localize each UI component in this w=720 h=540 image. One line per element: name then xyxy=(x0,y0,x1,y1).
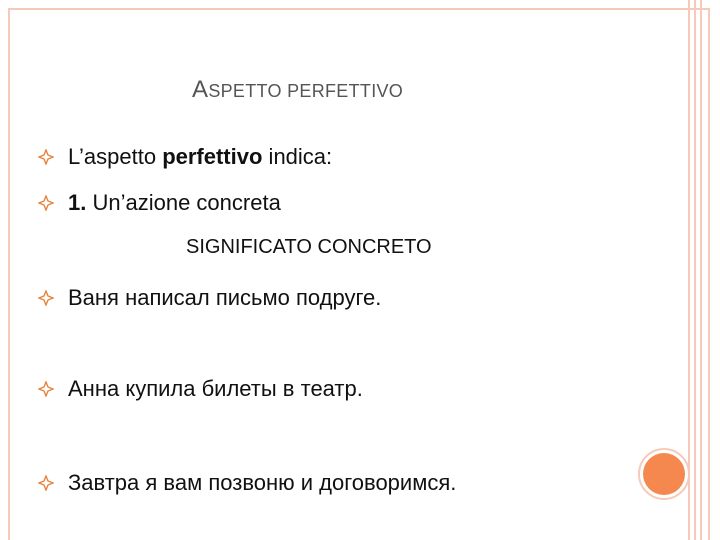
example-item xyxy=(36,285,381,311)
example-item xyxy=(36,470,456,496)
bullet-text xyxy=(68,190,281,216)
diamond-star-icon xyxy=(36,288,56,308)
slide-title xyxy=(192,76,403,104)
diamond-star-icon xyxy=(36,379,56,399)
bullet-text xyxy=(68,144,332,170)
example-text: Ваня написал письмо подруге. xyxy=(68,285,382,310)
bullet-text-bold: 1. xyxy=(68,190,87,215)
subheading: SIGNIFICATO CONCRETO xyxy=(186,236,432,258)
bullet-text-post: Un’azione concreta xyxy=(86,190,281,215)
title-rest: SPETTO PERFETTIVO xyxy=(208,81,404,101)
decorative-circle xyxy=(643,453,685,495)
frame-line xyxy=(688,0,690,540)
bullet-text-pre: L’aspetto xyxy=(68,144,163,169)
diamond-star-icon xyxy=(36,473,56,493)
diamond-star-icon xyxy=(36,193,56,213)
title-first-letter: A xyxy=(192,76,209,103)
example-text: Анна купила билеты в театр. xyxy=(68,376,363,401)
bullet-text-bold: perfettivo xyxy=(162,144,263,169)
bullet-text-post: indica: xyxy=(262,144,333,169)
bullet-item xyxy=(36,190,281,216)
example-item xyxy=(36,376,363,402)
bullet-item xyxy=(36,144,332,170)
frame-line xyxy=(694,0,696,540)
example-text: Завтра я вам позвоню и договоримся. xyxy=(68,470,457,495)
frame-line xyxy=(700,0,702,540)
diamond-star-icon xyxy=(36,147,56,167)
